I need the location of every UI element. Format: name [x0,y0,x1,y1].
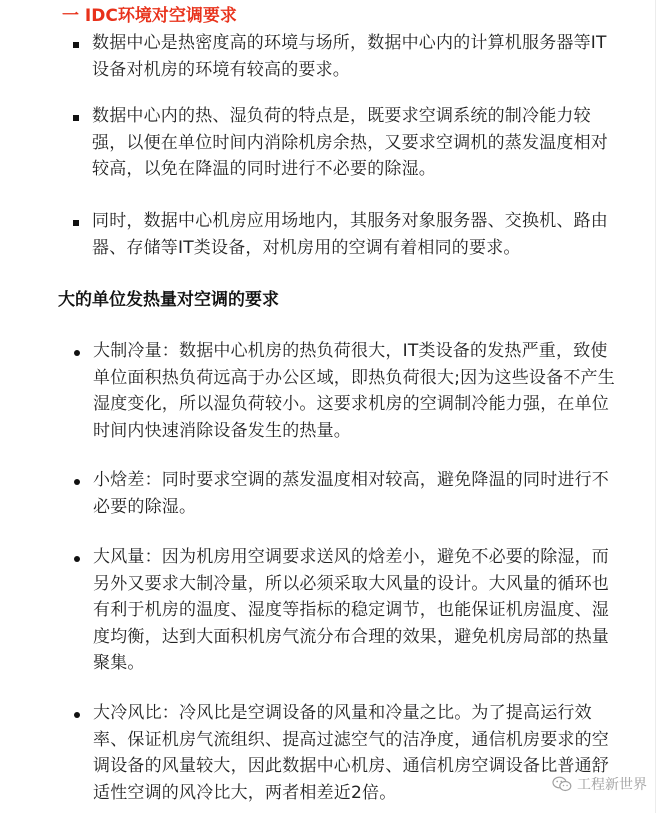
disc-bullet-icon [74,712,80,718]
wechat-icon [552,776,572,792]
list-item [93,338,615,444]
section-title-idc: 一 IDC环境对空调要求 [62,6,237,26]
list-item [93,700,615,806]
list-item-text: 数据中心内的热、湿负荷的特点是，既要求空调系统的制冷能力较强，以便在单位时间内消除机房余热，又要求空调机的蒸发温度相对较高，以免在降温的同时进行不必要的除湿。 [92,106,608,179]
section-title-heat-load: 大的单位发热量对空调的要求 [58,290,279,310]
list-item-text: 数据中心是热密度高的环境与场所，数据中心内的计算机服务器等IT设备对机房的环境有较高的要求。 [92,33,607,80]
list-item [93,544,615,677]
square-bullet-icon [73,115,79,121]
square-bullet-icon [73,220,79,226]
list-item-text: 大风量：因为机房用空调要求送风的焓差小，避免不必要的除湿，而另外又要求大制冷量，所以必须采取大风量的设计。大风量的循环也有利于机房的温度、湿度等指标的稳定调节，也能保证机房温度、湿度均衡，达到大面积机房气流分布合理的效果，避免机房局部的热量聚集。 [93,547,609,673]
watermark [552,773,647,795]
list-item-text: 同时，数据中心机房应用场地内，其服务对象服务器、交换机、路由器、存储等IT类设备，对机房用的空调有着相同的要求。 [92,211,608,258]
list-item-text: 大制冷量：数据中心机房的热负荷很大，IT类设备的发热严重，致使单位面积热负荷远高于办公区域，即热负荷很大;因为这些设备不产生湿度变化，所以湿负荷较小。这要求机房的空调制冷能力强，在单位时间内快速消除设备发生的热量。 [93,341,615,441]
square-bullet-icon [73,42,79,48]
watermark-text: 工程新世界 [577,777,647,793]
disc-bullet-icon [74,350,80,356]
disc-bullet-icon [74,479,80,485]
list-item [92,103,614,183]
list-item [93,467,615,520]
list-item [92,30,614,83]
list-item [92,208,614,261]
list-item-text: 大冷风比：冷风比是空调设备的风量和冷量之比。为了提高运行效率、保证机房气流组织、提高过滤空气的洁净度，通信机房要求的空调设备的风量较大，因此数据中心机房、通信机房空调设备比普通舒适性空调的风冷比大，两者相差近2倍。 [93,703,609,803]
disc-bullet-icon [74,556,80,562]
list-item-text: 小焓差：同时要求空调的蒸发温度相对较高，避免降温的同时进行不必要的除湿。 [93,470,609,517]
